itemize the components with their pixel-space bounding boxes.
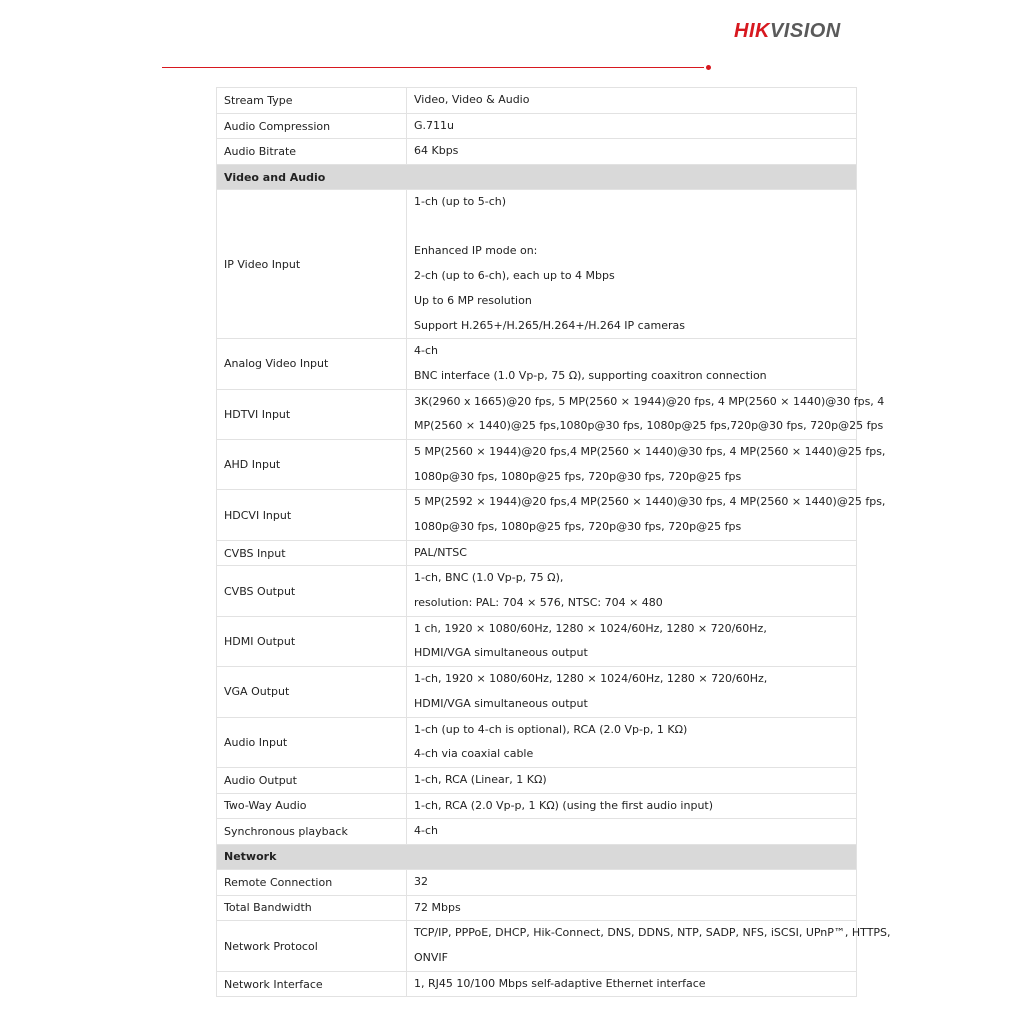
spec-value (407, 540, 857, 566)
logo-hik-text: HIK (734, 20, 770, 42)
spec-value-line: 5 MP(2560 × 1944)@20 fps,4 MP(2560 × 1440)@30 fps, 4 MP(2560 × 1440)@25 fps, (414, 444, 886, 458)
spec-row (217, 88, 857, 114)
section-header-row (217, 165, 857, 190)
spec-value-line: BNC interface (1.0 Vp-p, 75 Ω), supporting coaxitron connection (414, 368, 767, 382)
spec-value-line: 1080p@30 fps, 1080p@25 fps, 720p@30 fps, 720p@25 fps (414, 520, 742, 533)
spec-value-line: 2-ch (up to 6-ch), each up to 4 Mbps (414, 269, 615, 283)
spec-label: Two-Way Audio (217, 793, 407, 819)
spec-value (407, 921, 891, 971)
spec-row (217, 717, 857, 767)
spec-value-line: ONVIF (414, 951, 448, 964)
spec-value-line: Up to 6 MP resolution (414, 293, 532, 307)
spec-label: HDMI Output (217, 616, 407, 666)
spec-row (217, 767, 857, 793)
spec-value-line: 4-ch via coaxial cable (414, 747, 534, 761)
spec-row (217, 490, 857, 540)
spec-label: Audio Bitrate (217, 139, 407, 165)
spec-label: Network Interface (217, 971, 407, 997)
spec-label: HDTVI Input (217, 389, 407, 439)
spec-value (407, 389, 885, 439)
spec-value-line: 1-ch, RCA (Linear, 1 KΩ) (414, 772, 547, 786)
spec-value-line: 1-ch, RCA (2.0 Vp-p, 1 KΩ) (using the first audio input) (414, 798, 714, 812)
spec-value (407, 819, 857, 845)
spec-row (217, 971, 857, 997)
spec-row (217, 540, 857, 566)
spec-value-line: 32 (414, 874, 428, 888)
spec-row (217, 389, 857, 439)
spec-row (217, 616, 857, 666)
spec-row (217, 339, 857, 389)
spec-value (407, 767, 857, 793)
spec-label: Total Bandwidth (217, 895, 407, 921)
spec-label: Audio Output (217, 767, 407, 793)
spec-row (217, 819, 857, 845)
spec-table (216, 87, 891, 997)
spec-value (407, 190, 857, 339)
spec-row (217, 793, 857, 819)
spec-row (217, 869, 857, 895)
spec-value-line: resolution: PAL: 704 × 576, NTSC: 704 × 480 (414, 596, 663, 610)
header-divider-dot (706, 65, 711, 70)
spec-row (217, 139, 857, 165)
section-title: Network (217, 844, 857, 869)
spec-value-line: TCP/IP, PPPoE, DHCP, Hik-Connect, DNS, DDNS, NTP, SADP, NFS, iSCSI, UPnP™, HTTPS, (414, 926, 891, 940)
spec-label: VGA Output (217, 667, 407, 717)
spec-value (407, 139, 857, 165)
section-header-row (217, 844, 857, 869)
spec-value-line: 1, RJ45 10/100 Mbps self-adaptive Ethernet interface (414, 976, 706, 990)
spec-value (407, 616, 857, 666)
spec-row (217, 439, 857, 489)
spec-value-line: 64 Kbps (414, 144, 459, 158)
spec-table-body (217, 88, 891, 997)
spec-label: CVBS Input (217, 540, 407, 566)
spec-label: Network Protocol (217, 921, 407, 971)
spec-value-line: 72 Mbps (414, 900, 461, 914)
spec-label: CVBS Output (217, 566, 407, 616)
spec-row (217, 113, 857, 139)
spec-value (407, 88, 857, 114)
spec-value-line: 1-ch, 1920 × 1080/60Hz, 1280 × 1024/60Hz, 1280 × 720/60Hz, (414, 672, 768, 686)
spec-label: Synchronous playback (217, 819, 407, 845)
logo-vision-text: VISION (769, 20, 841, 42)
spec-row (217, 667, 857, 717)
spec-row (217, 566, 857, 616)
spec-value (407, 566, 857, 616)
spec-value (407, 869, 857, 895)
spec-label: Audio Input (217, 717, 407, 767)
spec-value-line: 1 ch, 1920 × 1080/60Hz, 1280 × 1024/60Hz, 1280 × 720/60Hz, (414, 621, 767, 635)
spec-value-line: MP(2560 × 1440)@25 fps,1080p@30 fps, 1080p@25 fps,720p@30 fps, 720p@25 fps (414, 419, 884, 433)
spec-label: Audio Compression (217, 113, 407, 139)
spec-value (407, 793, 857, 819)
spec-value-line: 5 MP(2592 × 1944)@20 fps,4 MP(2560 × 1440)@30 fps, 4 MP(2560 × 1440)@25 fps, (414, 495, 886, 509)
brand-logo (734, 20, 841, 43)
spec-value (407, 113, 857, 139)
spec-value-line: 4-ch (414, 824, 438, 838)
spec-value-line: G.711u (414, 118, 454, 132)
spec-value-line: 1-ch, BNC (1.0 Vp-p, 75 Ω), (414, 571, 564, 585)
spec-row (217, 190, 857, 339)
spec-value-line (414, 215, 849, 240)
spec-value-line: 1-ch (up to 4-ch is optional), RCA (2.0 Vp-p, 1 KΩ) (414, 722, 688, 736)
spec-value-line: 1080p@30 fps, 1080p@25 fps, 720p@30 fps, 720p@25 fps (414, 469, 742, 483)
spec-value-line: Support H.265+/H.265/H.264+/H.264 IP cameras (414, 318, 685, 332)
spec-value (407, 667, 857, 717)
spec-value-line: Video, Video & Audio (414, 93, 530, 106)
spec-value-line: 3K(2960 x 1665)@20 fps, 5 MP(2560 × 1944)@20 fps, 4 MP(2560 × 1440)@30 fps, 4 (414, 394, 885, 408)
spec-value (407, 339, 857, 389)
header-divider (162, 67, 704, 68)
spec-label: Analog Video Input (217, 339, 407, 389)
spec-value (407, 490, 886, 540)
spec-label: Stream Type (217, 88, 407, 114)
spec-value-line: 4-ch (414, 344, 438, 358)
spec-value-line: Enhanced IP mode on: (414, 244, 538, 258)
spec-label: Remote Connection (217, 869, 407, 895)
spec-value-line: PAL/NTSC (414, 545, 467, 559)
spec-value (407, 895, 857, 921)
spec-value-line: 1-ch (up to 5-ch) (414, 195, 507, 209)
spec-label: HDCVI Input (217, 490, 407, 540)
spec-row (217, 895, 857, 921)
spec-label: IP Video Input (217, 190, 407, 339)
spec-value-line: HDMI/VGA simultaneous output (414, 646, 588, 660)
spec-value (407, 971, 857, 997)
spec-value (407, 439, 886, 489)
spec-value (407, 717, 857, 767)
section-title: Video and Audio (217, 165, 857, 190)
spec-value-line: HDMI/VGA simultaneous output (414, 696, 588, 710)
spec-label: AHD Input (217, 439, 407, 489)
spec-row (217, 921, 857, 971)
